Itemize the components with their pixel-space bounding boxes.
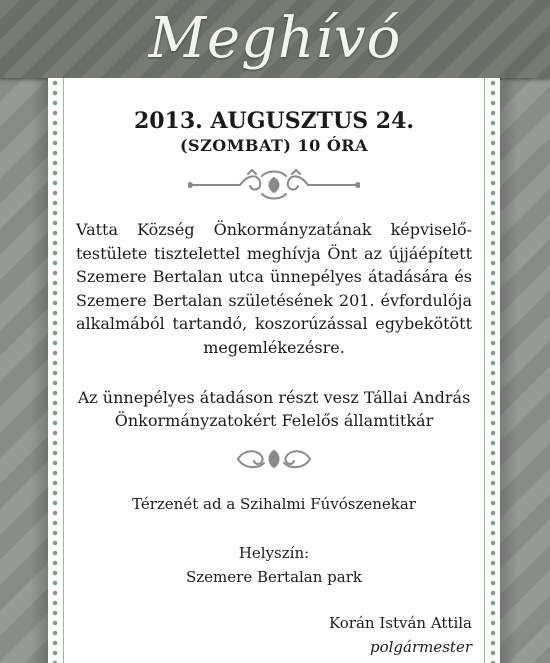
paper-shadow-left — [30, 78, 48, 663]
ornament-small-icon — [234, 445, 314, 473]
location-label: Helyszín: — [238, 544, 310, 562]
invitation-card — [48, 78, 500, 663]
guest-paragraph — [76, 386, 472, 432]
guest-line-1: Az ünnepélyes átadáson részt vesz Tállai András — [77, 388, 471, 407]
ornament-divider-icon — [188, 168, 360, 202]
location-value: Szemere Bertalan park — [186, 568, 362, 586]
guest-line-2: Önkormányzatokért Felelős államtitkár — [114, 411, 434, 430]
signer-name: Korán István Attila — [328, 614, 472, 632]
event-time: (SZOMBAT) 10 ÓRA — [179, 136, 369, 155]
music-line: Térzenét ad a Szihalmi Fúvószenekar — [132, 495, 416, 513]
header-banner — [0, 0, 550, 78]
invitation-title: Meghívó — [148, 6, 402, 71]
decorative-edge-right — [488, 78, 498, 663]
decorative-edge-left — [50, 78, 60, 663]
border-line-right — [484, 78, 485, 663]
event-date: 2013. AUGUSZTUS 24. — [133, 108, 415, 134]
invitation-paragraph: Vatta Község Önkormányzatának képviselő-testülete tisztelettel meghívja Önt az újjáépített Szemere Bertalan utca ünnepélyes átadására és Szemere Bertalan születésének 201. évfordulója alkalmából tartandó, koszorúzással egybekötött megemlékezésre. — [76, 220, 472, 357]
paper-shadow-right — [500, 78, 518, 663]
signer-title: polgármester — [369, 638, 472, 656]
border-line-left — [63, 78, 64, 663]
